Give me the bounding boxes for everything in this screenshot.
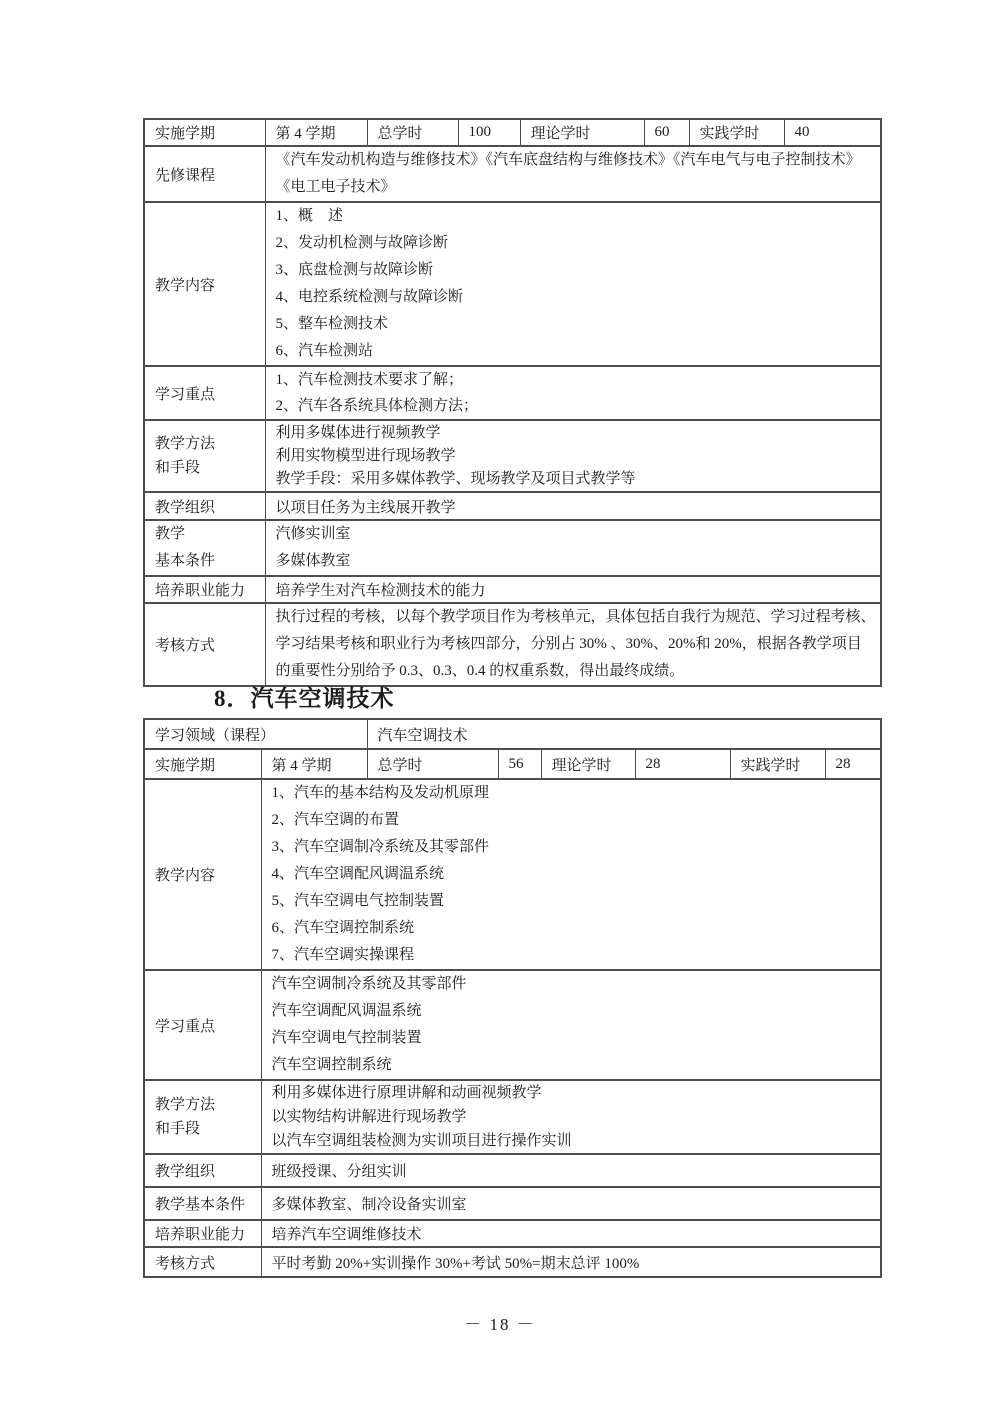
assessment-content xyxy=(265,603,881,686)
table-row-semester xyxy=(144,749,881,779)
focus-list xyxy=(265,366,881,420)
content-list xyxy=(261,779,881,970)
assessment-line: 的重要性分别给予 0.3、0.3、0.4 的权重系数，得出最终成绩。 xyxy=(275,663,685,679)
content-label: 教学内容 xyxy=(144,202,265,366)
focus-label: 学习重点 xyxy=(144,366,265,420)
table-row-focus xyxy=(144,970,881,1080)
page-number: － 18 － xyxy=(464,1315,536,1334)
table-row-prereq xyxy=(144,146,881,202)
conditions-item: 多媒体教室 xyxy=(275,553,351,569)
table-row-organization xyxy=(144,492,881,520)
table-row-ability xyxy=(144,576,881,603)
methods-item: 以实物结构讲解进行现场教学 xyxy=(271,1109,467,1125)
total-hours-label: 总学时 xyxy=(367,119,458,146)
conditions-label: 教学基本条件 xyxy=(144,1187,261,1220)
focus-label: 学习重点 xyxy=(144,970,261,1080)
practice-hours-label: 实践学时 xyxy=(689,119,784,146)
conditions-item: 汽修实训室 xyxy=(275,526,351,542)
total-hours-value: 100 xyxy=(458,119,520,146)
table-row-organization xyxy=(144,1154,881,1187)
practice-hours-label: 实践学时 xyxy=(730,749,825,779)
prereq-label: 先修课程 xyxy=(144,146,265,202)
theory-hours-value: 28 xyxy=(635,749,730,779)
assessment-line: 学习结果考核和职业行为考核四部分，分别占 30% 、30%、20%和 20%，根据各教学项目 xyxy=(275,636,862,652)
table-row-conditions xyxy=(144,520,881,576)
content-item: 6、汽车空调控制系统 xyxy=(271,920,415,936)
methods-item: 利用多媒体进行视频教学 xyxy=(275,424,441,441)
focus-item: 1、汽车检测技术要求了解； xyxy=(275,372,464,388)
content-item: 1、汽车的基本结构及发动机原理 xyxy=(271,785,490,801)
content-item: 2、汽车空调的布置 xyxy=(271,812,400,828)
table-row-semester xyxy=(144,119,881,146)
total-hours-value: 56 xyxy=(498,749,541,779)
methods-list xyxy=(265,420,881,492)
content-label: 教学内容 xyxy=(144,779,261,970)
methods-label: 教学方法 和手段 xyxy=(144,420,265,492)
prereq-content xyxy=(265,146,881,202)
content-item: 7、汽车空调实操课程 xyxy=(271,947,415,963)
table-row-content xyxy=(144,779,881,970)
table-row-methods xyxy=(144,420,881,492)
practice-hours-value: 40 xyxy=(784,119,881,146)
semester-label: 实施学期 xyxy=(144,119,265,146)
total-hours-label: 总学时 xyxy=(367,749,498,779)
table-row-ability xyxy=(144,1220,881,1247)
prereq-line: 《汽车发动机构造与维修技术》《汽车底盘结构与维修技术》《汽车电气与电子控制技术》 xyxy=(275,152,861,168)
content-item: 3、底盘检测与故障诊断 xyxy=(275,262,434,278)
focus-item: 汽车空调电气控制装置 xyxy=(271,1030,422,1046)
methods-item: 利用实物模型进行现场教学 xyxy=(275,447,456,464)
assessment-label: 考核方式 xyxy=(144,603,265,686)
table-row-content xyxy=(144,202,881,366)
course8-table xyxy=(143,718,882,1278)
table-row-assessment xyxy=(144,603,881,686)
organization-label: 教学组织 xyxy=(144,1154,261,1187)
prereq-line: 《电工电子技术》 xyxy=(275,179,396,195)
methods-list xyxy=(261,1080,881,1154)
domain-value: 汽车空调技术 xyxy=(367,719,881,749)
table-row-assessment xyxy=(144,1247,881,1277)
focus-item: 汽车空调制冷系统及其零部件 xyxy=(271,976,467,992)
methods-item: 教学手段：采用多媒体教学、现场教学及项目式教学等 xyxy=(275,470,636,487)
conditions-content: 多媒体教室、制冷设备实训室 xyxy=(261,1187,881,1220)
section-heading: 8．汽车空调技术 xyxy=(214,686,395,711)
domain-label: 学习领域（课程） xyxy=(144,719,367,749)
ability-label: 培养职业能力 xyxy=(144,576,265,603)
semester-label: 实施学期 xyxy=(144,749,261,779)
table-row-domain xyxy=(144,719,881,749)
content-list xyxy=(265,202,881,366)
focus-list xyxy=(261,970,881,1080)
semester-value: 第 4 学期 xyxy=(261,749,367,779)
focus-item: 汽车空调控制系统 xyxy=(271,1057,392,1073)
focus-item: 2、汽车各系统具体检测方法； xyxy=(275,398,479,414)
organization-content: 班级授课、分组实训 xyxy=(261,1154,881,1187)
table-row-focus xyxy=(144,366,881,420)
methods-item: 利用多媒体进行原理讲解和动画视频教学 xyxy=(271,1085,542,1101)
theory-hours-label: 理论学时 xyxy=(520,119,644,146)
assessment-label: 考核方式 xyxy=(144,1247,261,1277)
content-item: 6、汽车检测站 xyxy=(275,343,374,359)
practice-hours-value: 28 xyxy=(825,749,881,779)
focus-item: 汽车空调配风调温系统 xyxy=(271,1003,422,1019)
methods-item: 以汽车空调组装检测为实训项目进行操作实训 xyxy=(271,1133,572,1149)
conditions-label: 教学 基本条件 xyxy=(144,520,265,576)
organization-content: 以项目任务为主线展开教学 xyxy=(265,492,881,520)
table-row-conditions xyxy=(144,1187,881,1220)
ability-label: 培养职业能力 xyxy=(144,1220,261,1247)
course7-table xyxy=(143,118,882,687)
ability-content: 培养学生对汽车检测技术的能力 xyxy=(265,576,881,603)
organization-label: 教学组织 xyxy=(144,492,265,520)
content-item: 3、汽车空调制冷系统及其零部件 xyxy=(271,839,490,855)
content-item: 1、概 述 xyxy=(275,208,344,224)
assessment-line: 执行过程的考核，以每个教学项目作为考核单元，具体包括自我行为规范、学习过程考核、 xyxy=(275,609,876,625)
theory-hours-label: 理论学时 xyxy=(541,749,635,779)
theory-hours-value: 60 xyxy=(644,119,689,146)
content-item: 5、汽车空调电气控制装置 xyxy=(271,893,445,909)
methods-label: 教学方法 和手段 xyxy=(144,1080,261,1154)
ability-content: 培养汽车空调维修技术 xyxy=(261,1220,881,1247)
content-item: 5、整车检测技术 xyxy=(275,316,389,332)
semester-value: 第 4 学期 xyxy=(265,119,367,146)
content-item: 4、汽车空调配风调温系统 xyxy=(271,866,445,882)
table-row-methods xyxy=(144,1080,881,1154)
assessment-content: 平时考勤 20%+实训操作 30%+考试 50%=期末总评 100% xyxy=(261,1247,881,1277)
content-item: 2、发动机检测与故障诊断 xyxy=(275,235,449,251)
content-item: 4、电控系统检测与故障诊断 xyxy=(275,289,464,305)
conditions-list xyxy=(265,520,881,576)
